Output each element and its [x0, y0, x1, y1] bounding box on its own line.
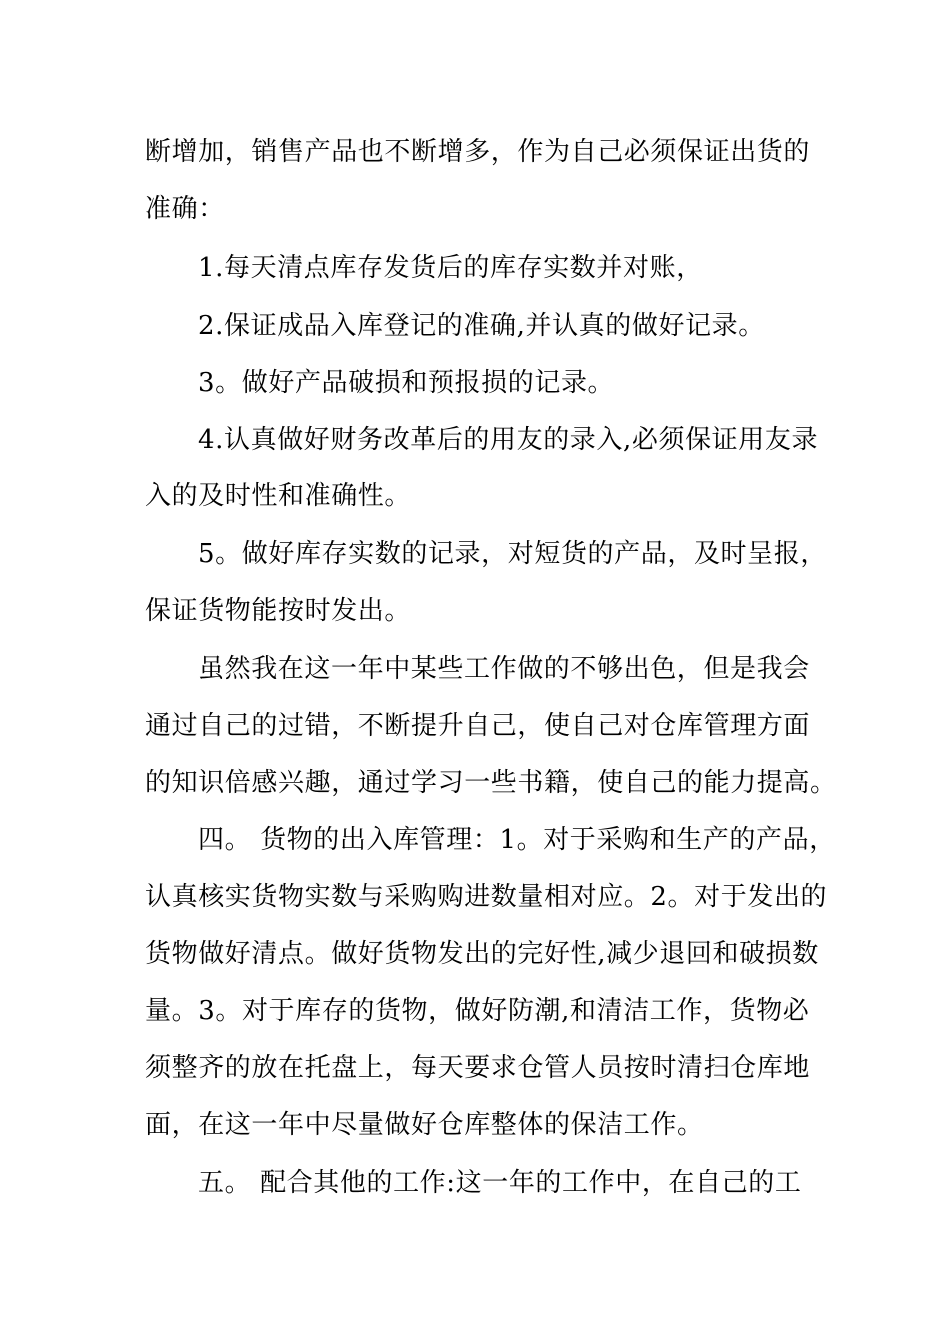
section-heading-line: 四。 货物的出入库管理：1。对于采购和生产的产品，	[198, 825, 836, 855]
text-line: 须整齐的放在托盘上，每天要求仓管人员按时清扫仓库地	[145, 1053, 811, 1083]
list-item: 4.认真做好财务改革后的用友的录入,必须保证用友录	[198, 425, 819, 455]
section-heading-line: 五。 配合其他的工作:这一年的工作中，在自己的工	[198, 1168, 802, 1198]
text-line: 货物做好清点。做好货物发出的完好性,减少退回和破损数	[145, 939, 819, 969]
list-item: 2.保证成品入库登记的准确,并认真的做好记录。	[198, 311, 765, 341]
text-line: 认真核实货物实数与采购购进数量相对应。2。对于发出的	[145, 882, 828, 912]
text-line: 面，在这一年中尽量做好仓库整体的保洁工作。	[145, 1110, 704, 1140]
text-line: 量。3。对于库存的货物，做好防潮,和清洁工作，货物必	[145, 996, 810, 1026]
text-line: 的知识倍感兴趣，通过学习一些书籍，使自己的能力提高。	[145, 768, 837, 798]
list-item: 5。做好库存实数的记录，对短货的产品，及时呈报，	[198, 539, 827, 569]
list-item: 3。做好产品破损和预报损的记录。	[198, 368, 615, 398]
list-item: 1.每天清点库存发货后的库存实数并对账，	[198, 253, 703, 283]
paragraph-line: 虽然我在这一年中某些工作做的不够出色，但是我会	[198, 654, 810, 684]
text-line: 通过自己的过错，不断提升自己，使自己对仓库管理方面	[145, 711, 811, 741]
text-line: 入的及时性和准确性。	[145, 481, 412, 511]
text-line: 断增加，销售产品也不断增多，作为自己必须保证出货的	[145, 137, 811, 167]
text-line: 保证货物能按时发出。	[145, 596, 412, 626]
text-line: 准确：	[145, 194, 225, 224]
